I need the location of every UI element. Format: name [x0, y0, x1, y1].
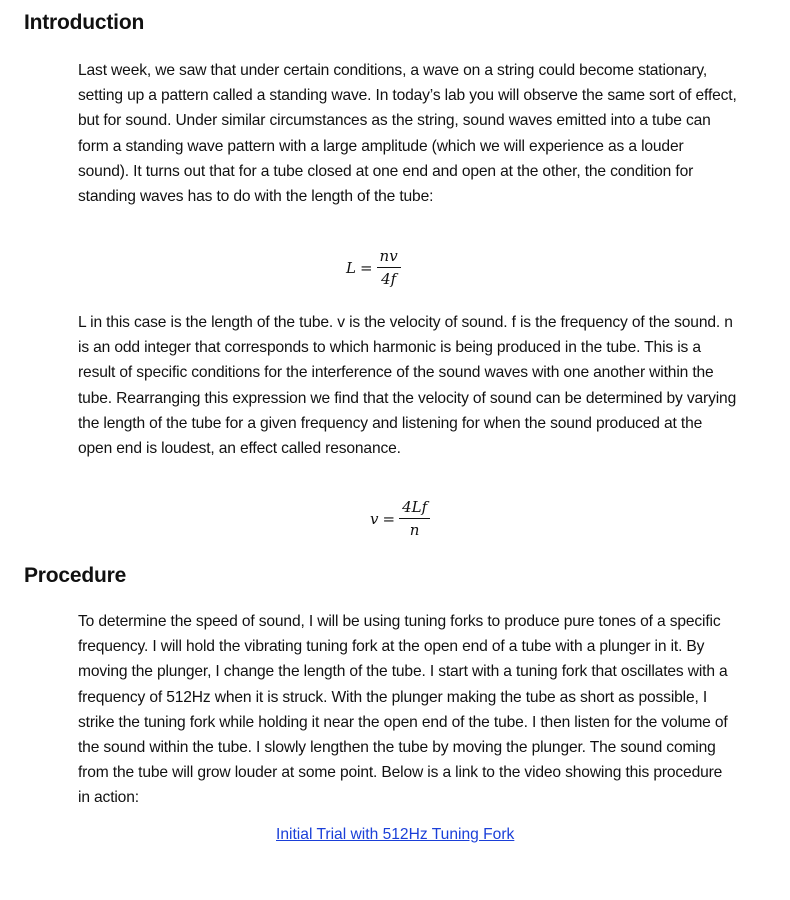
equation-denominator: 4f	[381, 270, 397, 288]
equation-fraction	[399, 498, 430, 539]
equation-equals: =	[359, 258, 373, 277]
introduction-heading: Introduction	[24, 11, 145, 34]
equation-equals: =	[382, 509, 396, 528]
equation-fraction	[377, 247, 401, 288]
variables-explanation-paragraph: L in this case is the length of the tube. v is the velocity of sound. f is the frequency of the sound. n is an odd integer that corresponds to which harmonic is being produced in the tube. This is a result of specific conditions for the interference of the sound waves with one another within the tube. Rearranging this expression we find that the velocity of sound can be determined by varying the length of the tube for a given frequency and listening for when the sound produced at the open end is loudest, an effect called resonance.	[78, 314, 737, 458]
video-link[interactable]: Initial Trial with 512Hz Tuning Fork	[276, 826, 515, 843]
equation-lhs: L	[346, 258, 356, 277]
equation-lhs: v	[370, 509, 379, 528]
tube-length-equation	[346, 247, 401, 288]
equation-denominator: n	[409, 521, 420, 539]
equation-numerator: 4Lf	[402, 498, 428, 516]
procedure-heading: Procedure	[24, 564, 127, 587]
introduction-paragraph: Last week, we saw that under certain conditions, a wave on a string could become stationary, setting up a pattern called a standing wave. In today’s lab you will observe the same sort of effect, but for sound. Under similar circumstances as the string, sound waves emitted into a tube can form a standing wave pattern with a large amplitude (which we will experience as a louder sound). It turns out that for a tube closed at one end and open at the other, the condition for standing waves has to do with the length of the tube:	[78, 62, 737, 206]
procedure-paragraph: To determine the speed of sound, I will be using tuning forks to produce pure tones of a specific frequency. I will hold the vibrating tuning fork at the open end of a tube with a plunger in it. By moving the plunger, I change the length of the tube. I start with a tuning fork that oscillates with a frequency of 512Hz when it is struck. With the plunger making the tube as short as possible, I strike the tuning fork while holding it near the open end of the tube. I then listen for the volume of the sound within the tube. I slowly lengthen the tube by moving the plunger. The sound coming from the tube will grow louder at some point. Below is a link to the video showing this procedure in action:	[78, 613, 728, 807]
velocity-equation	[370, 498, 430, 539]
equation-numerator: nv	[379, 247, 398, 265]
